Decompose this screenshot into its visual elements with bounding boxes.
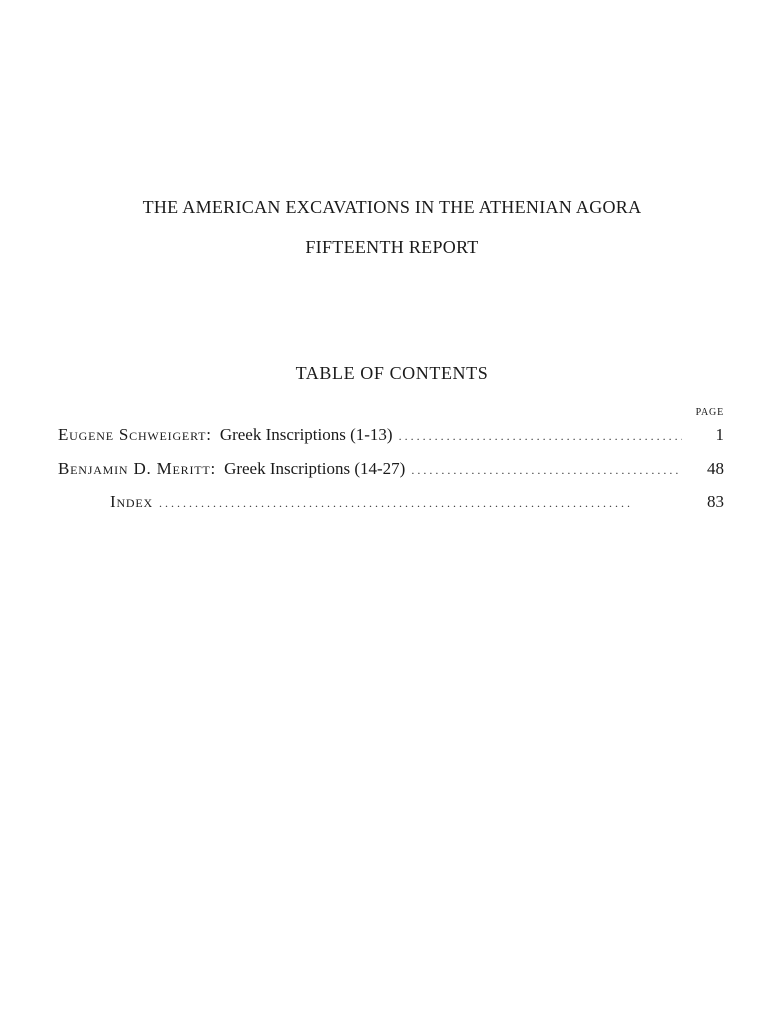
dot-leader — [411, 463, 682, 478]
toc-entry[interactable] — [58, 425, 724, 449]
toc-author: Eugene Schweigert: — [58, 425, 212, 444]
toc-page-number: 48 — [707, 459, 724, 478]
page-column-label: PAGE — [695, 407, 724, 418]
toc-heading: TABLE OF CONTENTS — [295, 363, 489, 383]
toc-title: Greek Inscriptions (1-13) — [219, 425, 393, 444]
toc-author: Benjamin D. Meritt: — [58, 459, 217, 478]
main-title: THE AMERICAN EXCAVATIONS IN THE ATHENIAN AGORA — [142, 197, 642, 217]
report-subtitle: FIFTEENTH REPORT — [305, 237, 479, 257]
dot-leader — [399, 429, 682, 444]
toc-title: Index — [110, 492, 153, 511]
toc-entry[interactable] — [58, 492, 724, 516]
toc-page-number: 83 — [707, 492, 724, 511]
toc-title: Greek Inscriptions (14-27) — [224, 459, 406, 478]
toc-page-number: 1 — [715, 425, 724, 444]
dot-leader — [159, 496, 682, 511]
toc-entry[interactable] — [58, 459, 724, 483]
